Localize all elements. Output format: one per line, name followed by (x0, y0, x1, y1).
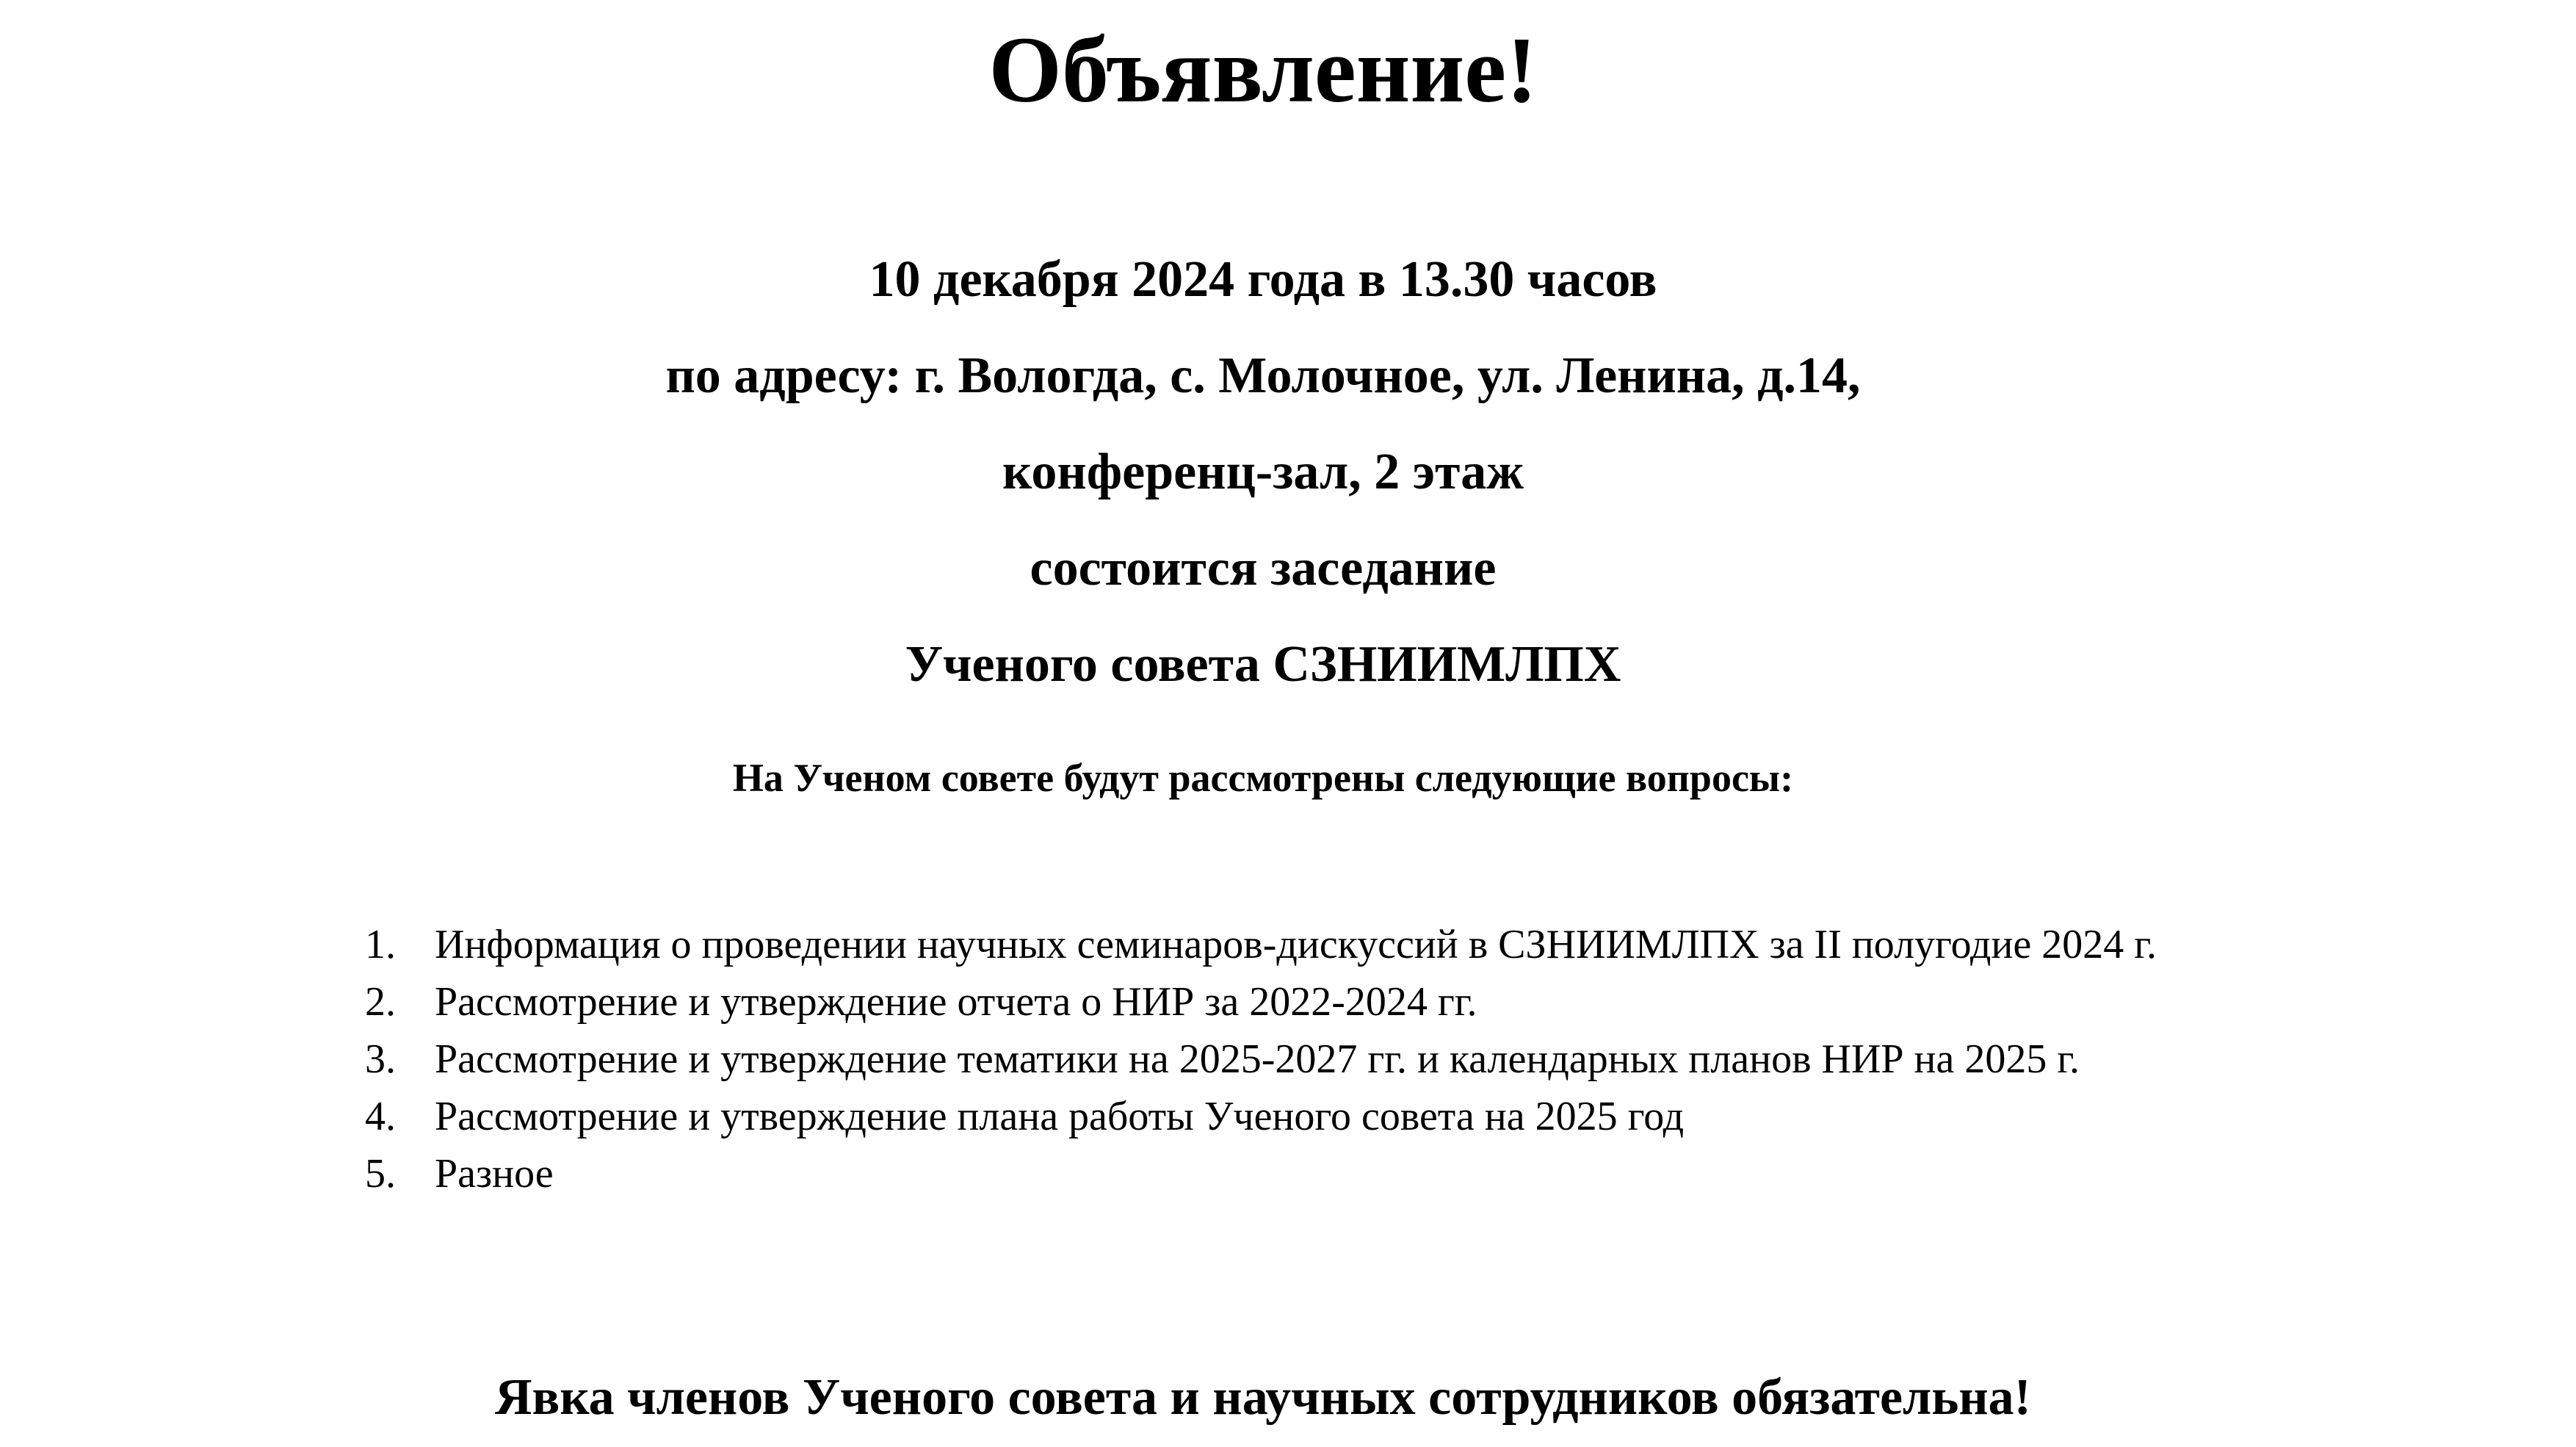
agenda-item (365, 916, 2157, 973)
council-name: Ученого совета СЗНИИМЛПХ (905, 636, 1621, 693)
agenda-item-number: 1. (365, 922, 396, 967)
agenda-item-number: 4. (365, 1094, 396, 1139)
agenda-item-number: 3. (365, 1036, 396, 1082)
agenda-item-text: Рассмотрение и утверждение плана работы Ученого совета на 2025 год (435, 1094, 1685, 1139)
agenda-item-text: Информация о проведении научных семинаров-дискуссий в СЗНИИМЛПХ за II полугодие 2024 г. (435, 922, 2157, 967)
agenda-item (365, 1088, 2157, 1145)
meeting-date-time: 10 декабря 2024 года в 13.30 часов (869, 251, 1657, 308)
meeting-event: состоится заседание (1030, 540, 1497, 596)
agenda-item-text: Рассмотрение и утверждение отчета о НИР за 2022-2024 гг. (435, 979, 1477, 1025)
agenda-item-text: Рассмотрение и утверждение тематики на 2025-2027 гг. и календарных планов НИР на 2025 г. (435, 1036, 2080, 1082)
agenda-item-number: 2. (365, 979, 396, 1025)
agenda-list (365, 916, 2157, 1202)
meeting-room: конференц-зал, 2 этаж (1002, 444, 1524, 500)
agenda-item (365, 1145, 2157, 1202)
agenda-item-text: Разное (435, 1151, 554, 1197)
questions-heading: На Ученом совете будут рассмотрены следующие вопросы: (732, 756, 1794, 800)
attendance-notice: Явка членов Ученого совета и научных сотрудников обязательна! (494, 1369, 2031, 1426)
meeting-address: по адресу: г. Вологда, с. Молочное, ул. Ленина, д.14, (665, 347, 1861, 404)
agenda-item (365, 973, 2157, 1031)
agenda-item-number: 5. (365, 1151, 396, 1197)
agenda-item (365, 1031, 2157, 1088)
announcement-title: Объявление! (988, 18, 1538, 122)
